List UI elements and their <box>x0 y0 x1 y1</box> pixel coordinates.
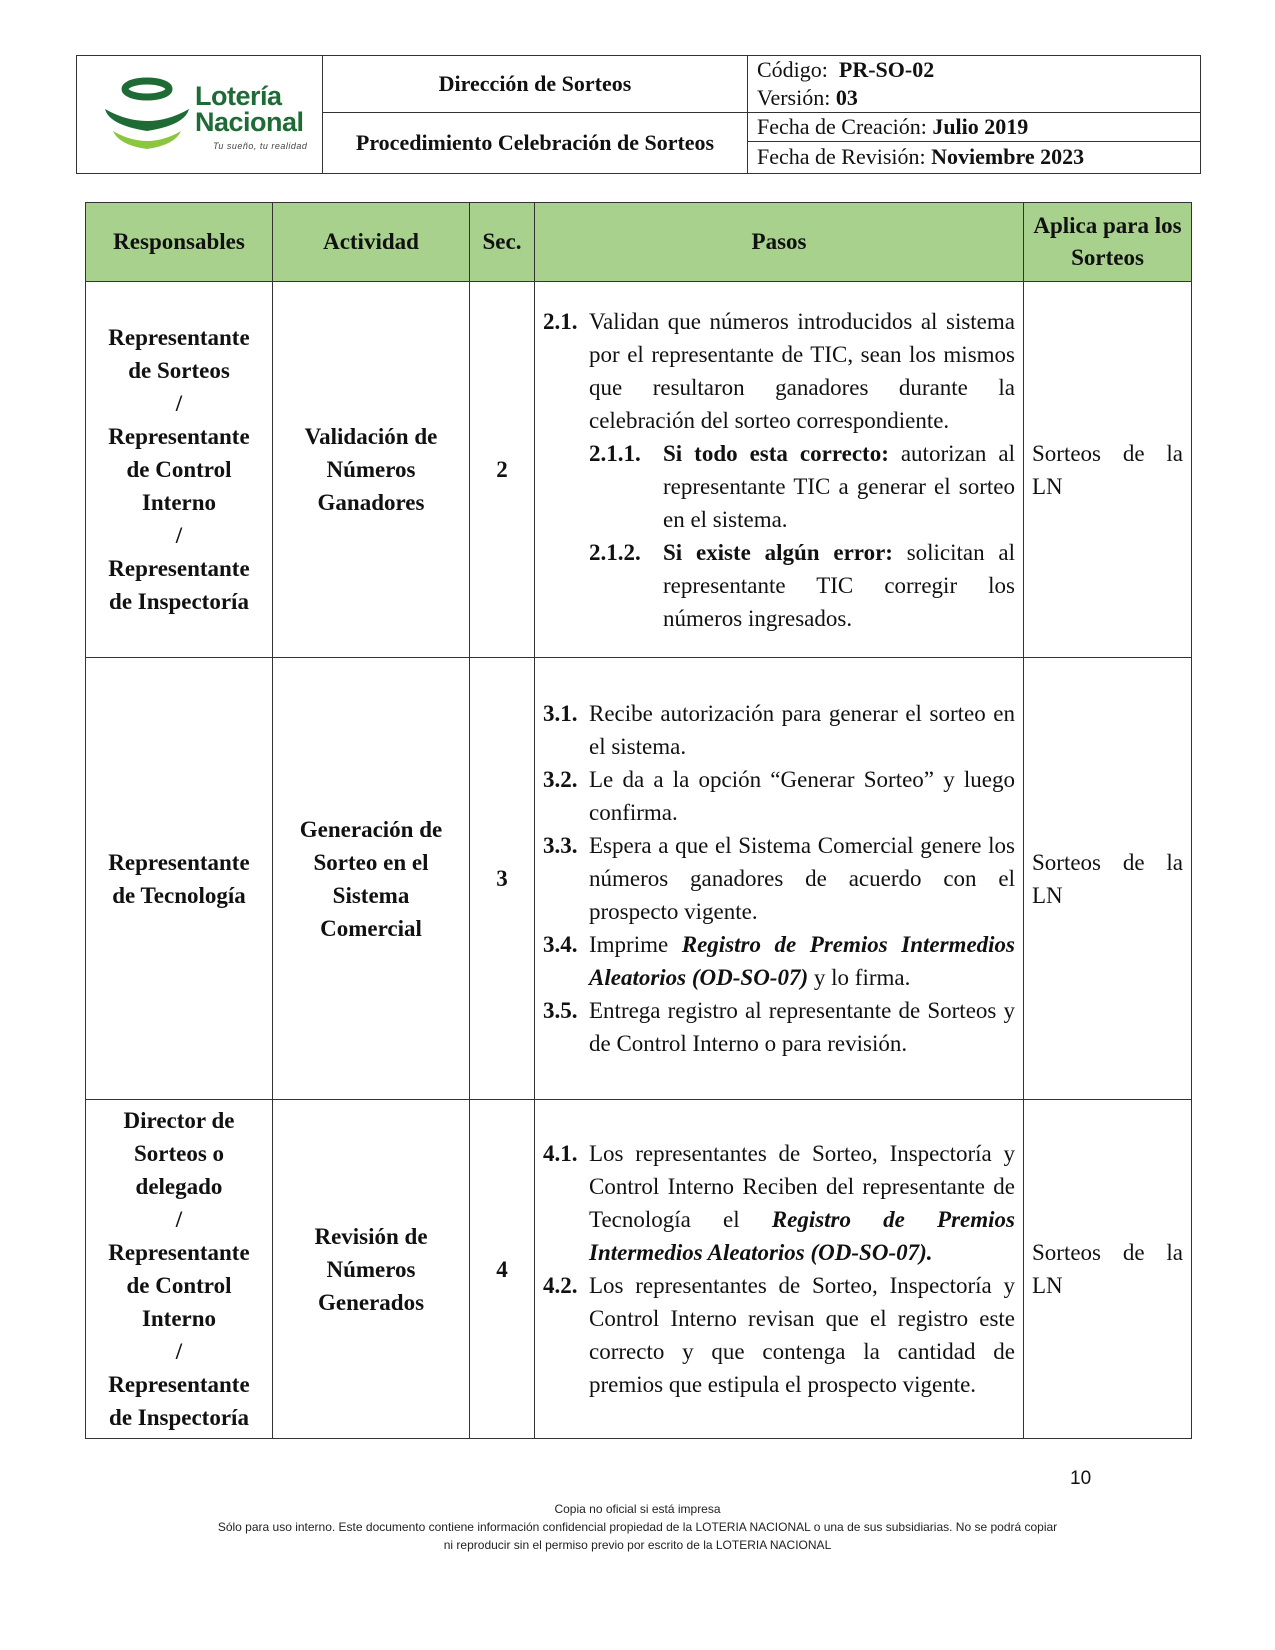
step-item <box>543 1269 1015 1401</box>
substep-body: solicitan al representante TIC corregir los números ingresados. <box>663 539 1015 631</box>
step-text-pre: Los representantes de Sorteo, Inspectoría y Control Interno Reciben del representante de Tecnología el <box>589 1141 1015 1232</box>
responsable: Representante de Control Interno <box>108 424 250 515</box>
version-label: Versión: <box>757 84 831 110</box>
cell-aplica: Sorteos de la LN <box>1024 282 1192 658</box>
code-label: Código: <box>757 57 828 82</box>
revision-date-label: Fecha de Revisión: <box>757 144 926 169</box>
step-item <box>543 763 1015 829</box>
step-number: 2.1. <box>543 308 578 334</box>
step-text-post: y lo firma. <box>808 965 911 990</box>
cell-responsables <box>86 1100 273 1439</box>
revision-date-field <box>757 142 1084 172</box>
substep-text <box>663 536 1015 635</box>
logo-line-1: Lotería <box>195 81 282 111</box>
step-number: 3.3. <box>543 833 578 858</box>
substep-text <box>663 437 1015 536</box>
separator: / <box>175 1339 183 1364</box>
cell-aplica: Sorteos de la LN <box>1024 1100 1192 1439</box>
step-item <box>543 305 1015 437</box>
loteria-nacional-logo <box>95 71 335 159</box>
responsable: Representante de Control Interno <box>108 1240 250 1331</box>
step-item <box>543 928 1015 994</box>
step-item <box>543 994 1015 1060</box>
divider <box>747 56 748 173</box>
creation-date-value: Julio 2019 <box>932 114 1029 139</box>
step-text: Validan que números introducidos al sistema por el representante de TIC, sean los mismos que resultaron ganadores durante la celebración del sorteo correspondiente. <box>589 308 1015 433</box>
step-text: Los representantes de Sorteo, Inspectoría y Control Interno revisan que el registro este correcto y que contenga la cantidad de premios que estipula el prospecto vigente. <box>589 1273 1015 1397</box>
logo-emblem-icon <box>95 71 195 161</box>
table-header-row <box>86 203 1192 282</box>
procedure-table <box>85 202 1192 1439</box>
version-field <box>757 83 858 112</box>
substep-number: 2.1.2. <box>589 539 641 565</box>
separator: / <box>175 523 183 548</box>
version-value: 03 <box>835 84 858 110</box>
col-header-aplica: Aplica para los Sorteos <box>1024 203 1192 282</box>
cell-responsables <box>86 282 273 658</box>
step-item <box>543 1137 1015 1269</box>
col-header-pasos: Pasos <box>535 203 1024 282</box>
step-number: 3.2. <box>543 767 578 792</box>
cell-actividad: Generación de Sorteo en el Sistema Comercial <box>273 658 470 1100</box>
step-text: Espera a que el Sistema Comercial genere los números ganadores de acuerdo con el prospecto vigente. <box>589 833 1015 924</box>
table-row <box>86 658 1192 1100</box>
page-number: 10 <box>1070 1468 1092 1489</box>
cell-actividad: Validación de Números Ganadores <box>273 282 470 658</box>
col-header-responsables: Responsables <box>86 203 273 282</box>
document-reference: Registro de Premios Intermedios Aleatorios (OD-SO-07) <box>589 932 1015 990</box>
substep-item <box>589 437 1015 536</box>
substep-item <box>589 536 1015 635</box>
cell-responsables <box>86 658 273 1100</box>
col-header-actividad: Actividad <box>273 203 470 282</box>
separator: / <box>175 1207 183 1232</box>
step-number: 3.5. <box>543 998 578 1023</box>
procedure-title: Procedimiento Celebración de Sorteos <box>355 130 715 155</box>
table-row <box>86 282 1192 658</box>
step-text: Entrega registro al representante de Sorteos y de Control Interno o para revisión. <box>589 998 1015 1056</box>
document-reference: Registro de Premios Intermedios Aleatorios (OD-SO-07). <box>589 1207 1015 1265</box>
step-text: Recibe autorización para generar el sorteo en el sistema. <box>589 701 1015 759</box>
creation-date-label: Fecha de Creación: <box>757 114 927 139</box>
cell-sec: 4 <box>470 1100 535 1439</box>
cell-sec: 2 <box>470 282 535 658</box>
step-text: Le da a la opción “Generar Sorteo” y luego confirma. <box>589 767 1015 825</box>
step-item <box>543 829 1015 928</box>
step-number: 3.4. <box>543 932 578 957</box>
responsable: Representante de Inspectoría <box>108 556 250 614</box>
document-header <box>76 55 1201 174</box>
separator: / <box>175 391 183 416</box>
footer-line: Copia no oficial si está impresa <box>554 1502 721 1516</box>
revision-date-value: Noviembre 2023 <box>931 144 1085 169</box>
cell-pasos <box>535 282 1024 658</box>
cell-pasos <box>535 658 1024 1100</box>
logo-line-2: Nacional <box>195 107 304 137</box>
responsable: Representante de Tecnología <box>108 849 250 908</box>
responsable: Representante de Sorteos <box>108 325 250 383</box>
substep-body: autorizan al representante TIC a generar el sorteo en el sistema. <box>663 440 1015 532</box>
cell-sec: 3 <box>470 658 535 1100</box>
substep-condition: Si existe algún error: <box>663 539 893 565</box>
step-number: 3.1. <box>543 701 578 726</box>
step-text-pre: Imprime <box>589 932 682 957</box>
step-number: 4.2. <box>543 1273 578 1298</box>
step-text <box>589 1137 1015 1269</box>
cell-aplica: Sorteos de la LN <box>1024 658 1192 1100</box>
footer-line: ni reproducir sin el permiso previo por escrito de la LOTERIA NACIONAL <box>443 1538 832 1552</box>
code-value: PR-SO-02 <box>838 57 935 82</box>
creation-date-field <box>757 113 1028 141</box>
footer-disclaimer <box>0 1500 1275 1554</box>
code-field <box>757 56 934 84</box>
step-item <box>543 697 1015 763</box>
logo-slogan: Tu sueño, tu realidad <box>213 141 308 151</box>
responsable: Director de Sorteos o delegado <box>123 1108 235 1199</box>
step-text <box>589 928 1015 994</box>
substep-number: 2.1.1. <box>589 440 641 466</box>
substep-condition: Si todo esta correcto: <box>663 440 889 466</box>
department-title: Dirección de Sorteos <box>438 71 632 96</box>
step-number: 4.1. <box>543 1141 578 1166</box>
cell-pasos <box>535 1100 1024 1439</box>
col-header-sec: Sec. <box>470 203 535 282</box>
responsable: Representante de Inspectoría <box>108 1372 250 1430</box>
logo-wordmark <box>195 83 304 135</box>
footer-line: Sólo para uso interno. Este documento contiene información confidencial propiedad de la LOTERIA NACIONAL o una de sus subsidiarias. No se podrá copiar <box>217 1520 1058 1534</box>
cell-actividad: Revisión de Números Generados <box>273 1100 470 1439</box>
table-row <box>86 1100 1192 1439</box>
